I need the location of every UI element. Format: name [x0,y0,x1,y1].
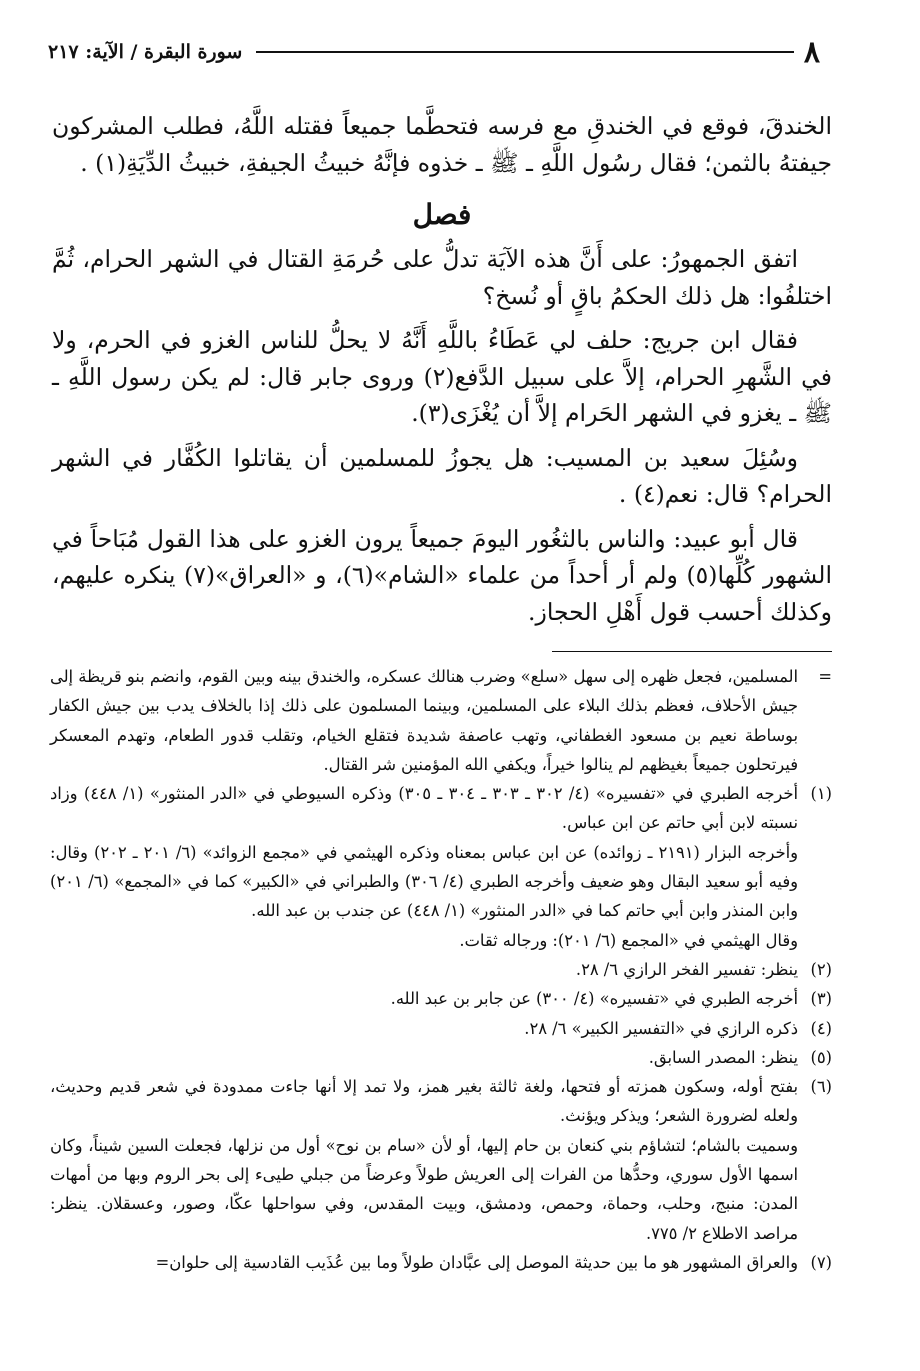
running-header [48,34,820,70]
continued-paragraph: الخندقَ، فوقع في الخندقِ مع فرسه فتحطَّما جميعاً فقتله اللَّهُ، فطلب المشركون جيفتهُ بالثمن؛ فقال رسُول اللَّهِ ـ ﷺ ـ خذوه فإنَّهُ خبيثُ الجيفةِ، خبيثُ الدِّيَةِ(١) . [52,112,832,177]
footnote-mark: (٥) [810,1047,832,1067]
footnote-1 [50,779,832,955]
footnote-text: وقال الهيثمي في «المجمع (٦/ ٢٠١): ورجاله ثقات. [459,930,798,950]
footnote-2 [50,955,832,984]
paragraph-ibn-jurayj: فقال ابن جريج: حلف لي عَطَاءُ باللَّهِ أَنَّهُ لا يحلُّ للناس الغزو في الحرم، ولا في الشَّهرِ الحرام، إلاَّ على سبيل الدَّفع(٢) وروى جابر قال: لم يكن رسول اللَّهِ ـ ﷺ ـ يغزو في الشهر الحَرام إلاَّ أن يُغْزَى(٣). [52,326,832,427]
main-text [52,108,832,638]
running-title: سورة البقرة / الآية: ٢١٧ [48,41,243,63]
section-heading: فصل [412,198,472,231]
footnote-text: ينظر: المصدر السابق. [648,1047,798,1067]
paragraph-said-ibn-musayyib: وسُئِلَ سعيد بن المسيب: هل يجوزُ للمسلمين أن يقاتلوا الكُفَّار في الشهر الحرام؟ قال: نعم(٤) . [52,443,832,508]
footnote-3 [50,984,832,1013]
footnotes [50,662,832,1277]
footnote-text: أخرجه الطبري في «تفسيره» (٤/ ٣٠٠) عن جابر بن عبد الله. [390,989,798,1009]
footnote-mark: (٢) [810,959,832,979]
footnote-mark: (٣) [810,989,832,1009]
footnote-text: والعراق المشهور هو ما بين حديثة الموصل إلى عبَّادان طولاً وما بين عُذَيب القادسية إلى حلوان= [155,1252,798,1272]
footnote-separator [552,651,832,652]
footnote-text: وسميت بالشام؛ لتشاؤم بني كنعان بن حام إليها، أو لأن «سام بن نوح» أول من نزلها، فجعلت السين شيناً، وكان اسمها الأول سوري، وحدُّها من الفرات إلى العريش طولاً وعرضاً من جبلي طيىء إلى بحر الروم وبها من أمهات المدن: منبج، وحلب، وحماة، وحمص، ودمشق، وبيت المقدس، وفي سواحلها عكّا، وصور، وعسقلان. ينظر: مراصد الاطلاع ٢/ ٧٧٥. [50,1135,798,1243]
footnote-mark: (٦) [810,1077,832,1097]
footnote-mark: (٤) [810,1018,832,1038]
footnote-mark: (١) [810,784,832,804]
footnote-mark: (٧) [810,1252,832,1272]
page-number: ٨ [803,34,820,70]
footnote-mark: = [818,667,832,686]
header-rule [256,51,794,53]
footnote-text: ذكره الرازي في «التفسير الكبير» ٦/ ٢٨. [524,1018,798,1038]
footnote-text: ينظر: تفسير الفخر الرازي ٦/ ٢٨. [575,959,798,979]
footnote-text: أخرجه الطبري في «تفسيره» (٤/ ٣٠٢ ـ ٣٠٣ ـ ٣٠٤ ـ ٣٠٥) وذكره السيوطي في «الدر المنثور» (١/ ٤٤٨) وزاد نسبته لابن أبي حاتم عن ابن عباس. [50,784,798,833]
paragraph-consensus: اتفق الجمهورُ: على أَنَّ هذه الآيَة تدلُّ على حُرمَةِ القتال في الشهر الحرام، ثُمَّ اختلفُوا: هل ذلك الحكمُ باقٍ أو نُسخ؟ [52,245,832,310]
footnote-text: المسلمين، فجعل ظهره إلى سهل «سلع» وضرب هنالك عسكره، والخندق بينه وبين القوم، وانضم بنو قريظة إلى جيش الأحلاف، فعظم بذلك البلاء على المسلمين، وبينما المسلمون على ذلك إذا بالخلاف يدب بين جيش الكفار بوساطة نعيم بن مسعود الغطفاني، وتهب عاصفة شديدة فتقلع الخيام، وتقلب قدور الطعام، وتهدم المعسكر فيرتحلون جميعاً بغيظهم لم ينالوا خيراً، ويكفي الله المؤمنين شر القتال. [50,667,798,774]
footnote-4 [50,1014,832,1043]
footnote-text: بفتح أوله، وسكون همزته أو فتحها، ولغة ثالثة بغير همز، ولا تمد إلا أنها جاءت ممدودة في شعر قديم وحديث، ولعله لضرورة الشعر؛ ويذكر ويؤنث. [50,1077,798,1126]
footnote-7 [50,1248,832,1277]
paragraph-abu-ubayd: قال أبو عبيد: والناس بالثغُور اليومَ جميعاً يرون الغزو على هذا القول مُبَاحاً في الشهور كُلِّها(٥) ولم أر أحداً من علماء «الشام»(٦)، و «العراق»(٧) ينكره عليهم، وكذلك أحسب قول أَهْلِ الحجاز. [52,524,832,626]
footnote-text: وأخرجه البزار (٢١٩١ ـ زوائده) عن ابن عباس بمعناه وذكره الهيثمي في «مجمع الزوائد» (٦/ ٢٠١ ـ ٢٠٢) وقال: وفيه أبو سعيد البقال وهو ضعيف وأخرجه الطبري (٤/ ٣٠٦) والطبراني في «الكبير» كما في «المجمع» (٦/ ٢٠١) وابن المنذر وابن أبي حاتم كما في «الدر المنثور» (١/ ٤٤٨) عن جندب بن عبد الله. [50,842,798,921]
footnote-6 [50,1072,832,1248]
footnote-continued [50,662,832,779]
footnote-5 [50,1043,832,1072]
